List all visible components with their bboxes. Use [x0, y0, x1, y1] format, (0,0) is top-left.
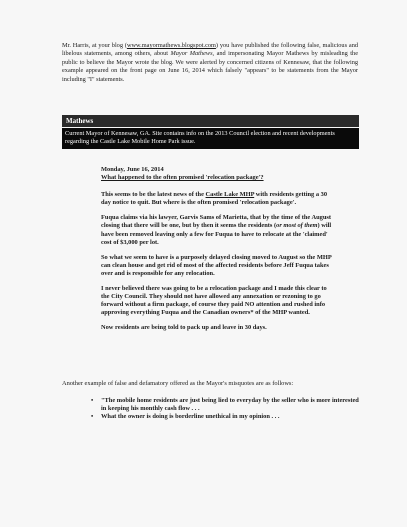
blog-title-banner: Mathews [62, 115, 359, 127]
intro-paragraph [62, 42, 358, 84]
intro-text-2: ) you have published the following false, malicious and libelous statements, among others, about [62, 42, 358, 58]
p1-text-b: with residents getting a 30 day notice to quit. But where is the often promised 'relocation package'. [101, 191, 328, 207]
p1-text-a: This seems to be the latest news of the [101, 191, 206, 199]
mayor-name: Mayor Mathews [170, 50, 213, 58]
outro-paragraph: Another example of false and defamatory offered as the Mayor's misquotes are as follows: [62, 380, 294, 387]
quote-item [91, 413, 361, 421]
post-date: Monday, June 16, 2014 [101, 166, 164, 173]
bullet-icon: • [91, 413, 94, 421]
intro-text-3: , and impersonating Mayor Mathews by misleading the public to believe the Mayor wrote the blog. We were alerted by concerned citizens of Kennesaw, that the following example appeared on the front page on June 16, 2014 which falsely "appears" to be statements from the Mayor including "I" statements. [62, 50, 358, 83]
p2-text-a: Fuqua claims via his lawyer, Garvis Sams of Marietta, that by the time of the August closing that there will be one, but by then it seems the residents ( [101, 214, 331, 230]
post-headline[interactable]: What happened to the often promised 'relocation package'? [101, 174, 264, 182]
p2-text-b: ) will have been removed leaving only a few for Fuqua to have to relocate at the 'claimed' cost of $3,000 per lot. [101, 222, 332, 246]
quote-text: "The mobile home residents are just being lied to everyday by the seller who is more interested in keeping his monthly cash flow . . . [101, 397, 359, 413]
quote-text: What the owner is doing is borderline unethical in my opinion . . . [101, 413, 280, 421]
post-paragraph-5: Now residents are being told to pack up and leave in 30 days. [101, 324, 267, 332]
blog-description-bar: Current Mayor of Kennesaw, GA. Site contains info on the 2013 Council election and recent developments regarding the Castle Lake Mobile Home Park issue. [62, 128, 359, 149]
quote-item [91, 397, 361, 413]
blog-post [101, 166, 333, 340]
blog-url-link[interactable]: www.mayormathews.blogspot.com [126, 42, 216, 49]
p2-italic: or most of them [276, 222, 318, 230]
quote-list [91, 397, 361, 422]
intro-text-1: Mr. Harris, at your blog ( [62, 42, 127, 49]
post-paragraph-4: I never believed there was going to be a relocation package and I made this clear to the City Council. They should not have allowed any annexation or rezoning to go forward without a firm package, of course they paid NO attention and rushed info approving everything Fuqua and the Canadian owners* of the MHP wanted. [101, 285, 327, 317]
post-paragraph-2 [101, 214, 333, 246]
bullet-icon: • [91, 397, 94, 404]
castle-lake-link[interactable]: Castle Lake MHP [205, 191, 255, 199]
post-paragraph-3: So what we seem to have is a purposely delayed closing moved to August so the MHP can clean house and get rid of most of the affected residents before Jeff Fuqua takes over and is responsible for any relocation. [101, 253, 332, 277]
post-paragraph-1 [101, 191, 333, 207]
